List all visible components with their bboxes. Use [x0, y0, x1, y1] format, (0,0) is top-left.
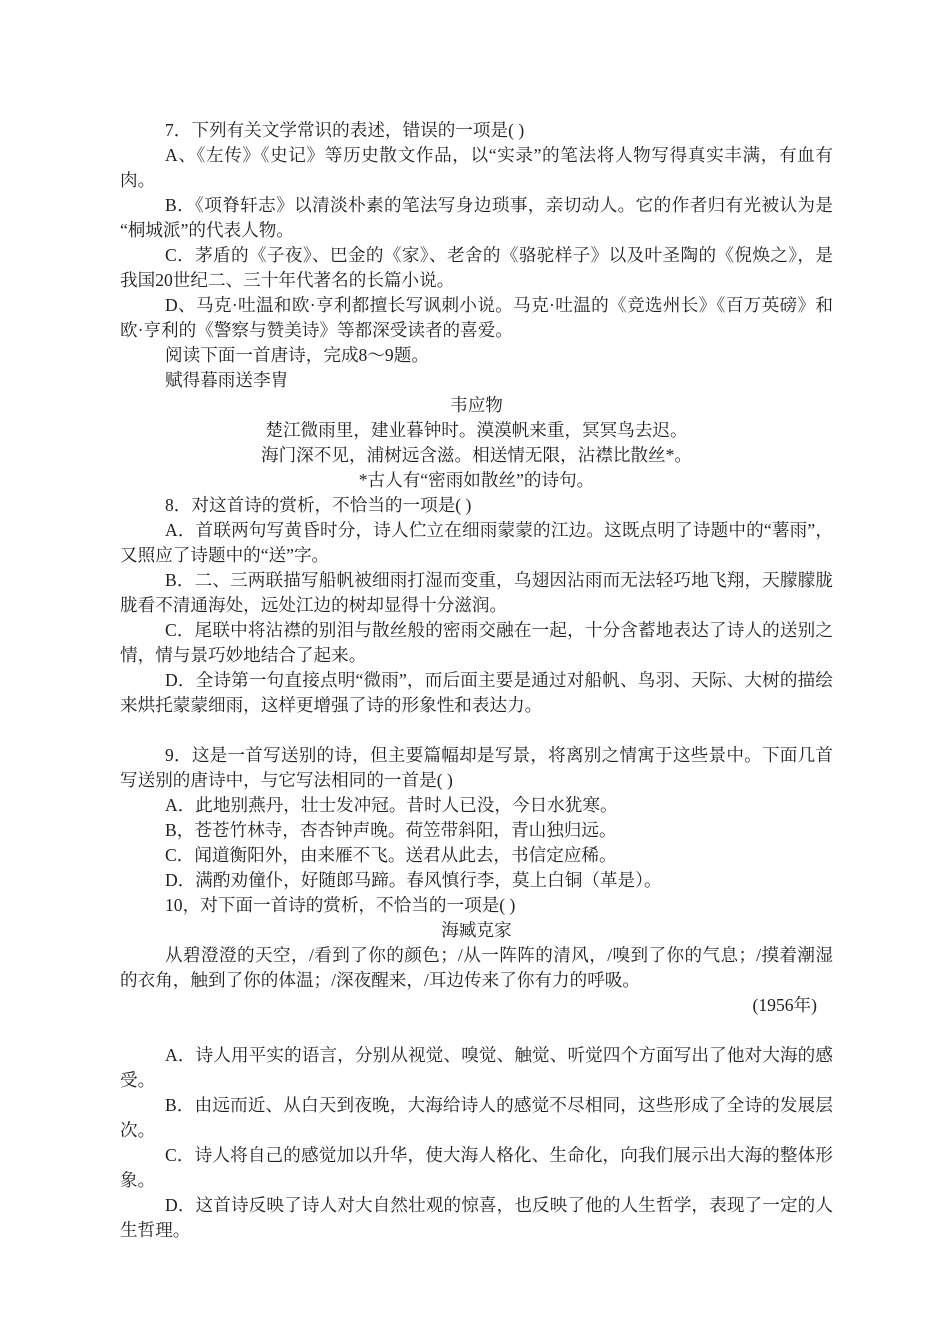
poem-line-1: 楚江微雨里，建业暮钟时。漠漠帆来重，冥冥鸟去迟。: [265, 420, 688, 440]
question-10-option-b: B．由远而近、从白天到夜晚，大海给诗人的感觉不尽相同，这些形成了全诗的发展层次。: [120, 1095, 833, 1140]
question-8-option-b: B．二、三两联描写船帆被细雨打湿而变重，乌翅因沾雨而无法轻巧地飞翔，天朦朦胧胧看不清通海处，远处江边的树却显得十分滋润。: [120, 570, 833, 615]
modern-poem-heading: 海臧克家: [441, 920, 512, 940]
tang-poem-section: [120, 343, 833, 493]
question-8-stem: 8．对这首诗的赏析，不恰当的一项是( ): [165, 495, 472, 515]
question-8: [120, 493, 833, 718]
question-8-option-d: D．全诗第一句直接点明“微雨”，而后面主要是通过对船帆、鸟羽、天际、大树的描绘来烘托蒙蒙细雨，这样更增强了诗的形象性和表达力。: [120, 670, 833, 715]
question-7-option-d: D、马克·吐温和欧·亨利都擅长写讽刺小说。马克·吐温的《竞选州长》《百万英磅》和欧·亨利的《警察与赞美诗》等都深受读者的喜爱。: [120, 295, 833, 340]
question-9-stem: 9．这是一首写送别的诗，但主要篇幅却是写景，将离别之情寓于这些景中。下面几首写送别的唐诗中，与它写法相同的一首是( ): [120, 745, 833, 790]
question-7: [120, 118, 833, 343]
question-9-option-a: A．此地别燕丹，壮士发冲冠。昔时人已没，今日水犹寒。: [165, 795, 618, 815]
poem-footnote: *古人有“密雨如散丝”的诗句。: [358, 470, 595, 490]
question-7-option-c: C．茅盾的《子夜》、巴金的《家》、老舍的《骆驼样子》以及叶圣陶的《倪焕之》，是我国20世纪二、三十年代著名的长篇小说。: [120, 245, 833, 290]
question-10-option-d: D．这首诗反映了诗人对大自然壮观的惊喜，也反映了他的人生哲学，表现了一定的人生哲理。: [120, 1195, 833, 1240]
poem-year: (1956年): [752, 995, 817, 1015]
question-10-stem: 10，对下面一首诗的赏析，不恰当的一项是( ): [165, 895, 516, 915]
poem-line-2: 海门深不见，浦树远含滋。相送情无限，沾襟比散丝*。: [260, 445, 693, 465]
modern-poem-body: 从碧澄澄的天空，/看到了你的颜色；/从一阵阵的清风，/嗅到了你的气息；/摸着潮湿的衣角，触到了你的体温；/深夜醒来，/耳边传来了你有力的呼吸。: [120, 945, 833, 990]
question-10-option-c: C．诗人将自己的感觉加以升华，使大海人格化、生命化，向我们展示出大海的整体形象。: [120, 1145, 833, 1190]
question-9-option-c: C．闻道衡阳外，由来雁不飞。送君从此去，书信定应稀。: [165, 845, 617, 865]
reading-instruction: 阅读下面一首唐诗，完成8～9题。: [165, 345, 429, 365]
question-8-option-a: A．首联两句写黄昏时分，诗人伫立在细雨蒙蒙的江边。这既点明了诗题中的“薯雨”，又照应了诗题中的“送”字。: [120, 520, 833, 565]
question-9-option-b: B，苍苍竹林寺，杏杏钟声晚。荷笠带斜阳，青山独归远。: [165, 820, 617, 840]
question-10-option-a: A．诗人用平实的语言，分别从视觉、嗅觉、触觉、听觉四个方面写出了他对大海的感受。: [120, 1045, 833, 1090]
question-9: [120, 743, 833, 893]
poem-title: 赋得暮雨送李胄: [165, 370, 289, 390]
question-8-option-c: C．尾联中将沾襟的别泪与散丝般的密雨交融在一起，十分含蓄地表达了诗人的送别之情，情与景巧妙地结合了起来。: [120, 620, 833, 665]
question-10: [120, 893, 833, 1243]
exam-text-block: [120, 118, 833, 1243]
blank-line: [120, 1018, 833, 1043]
question-7-option-b: B．《项脊轩志》以清淡朴素的笔法写身边琐事，亲切动人。它的作者归有光被认为是“桐城派”的代表人物。: [120, 195, 833, 240]
question-9-option-d: D．满酌劝僮仆，好随郎马蹄。春风慎行李，莫上白铜（革是）。: [165, 870, 662, 890]
question-7-stem: 7．下列有关文学常识的表述，错误的一项是( ): [165, 120, 525, 140]
question-7-option-a: A、《左传》《史记》等历史散文作品，以“实录”的笔法将人物写得真实丰满，有血有肉。: [120, 145, 833, 190]
poem-author: 韦应物: [450, 395, 503, 415]
blank-line: [120, 718, 833, 743]
